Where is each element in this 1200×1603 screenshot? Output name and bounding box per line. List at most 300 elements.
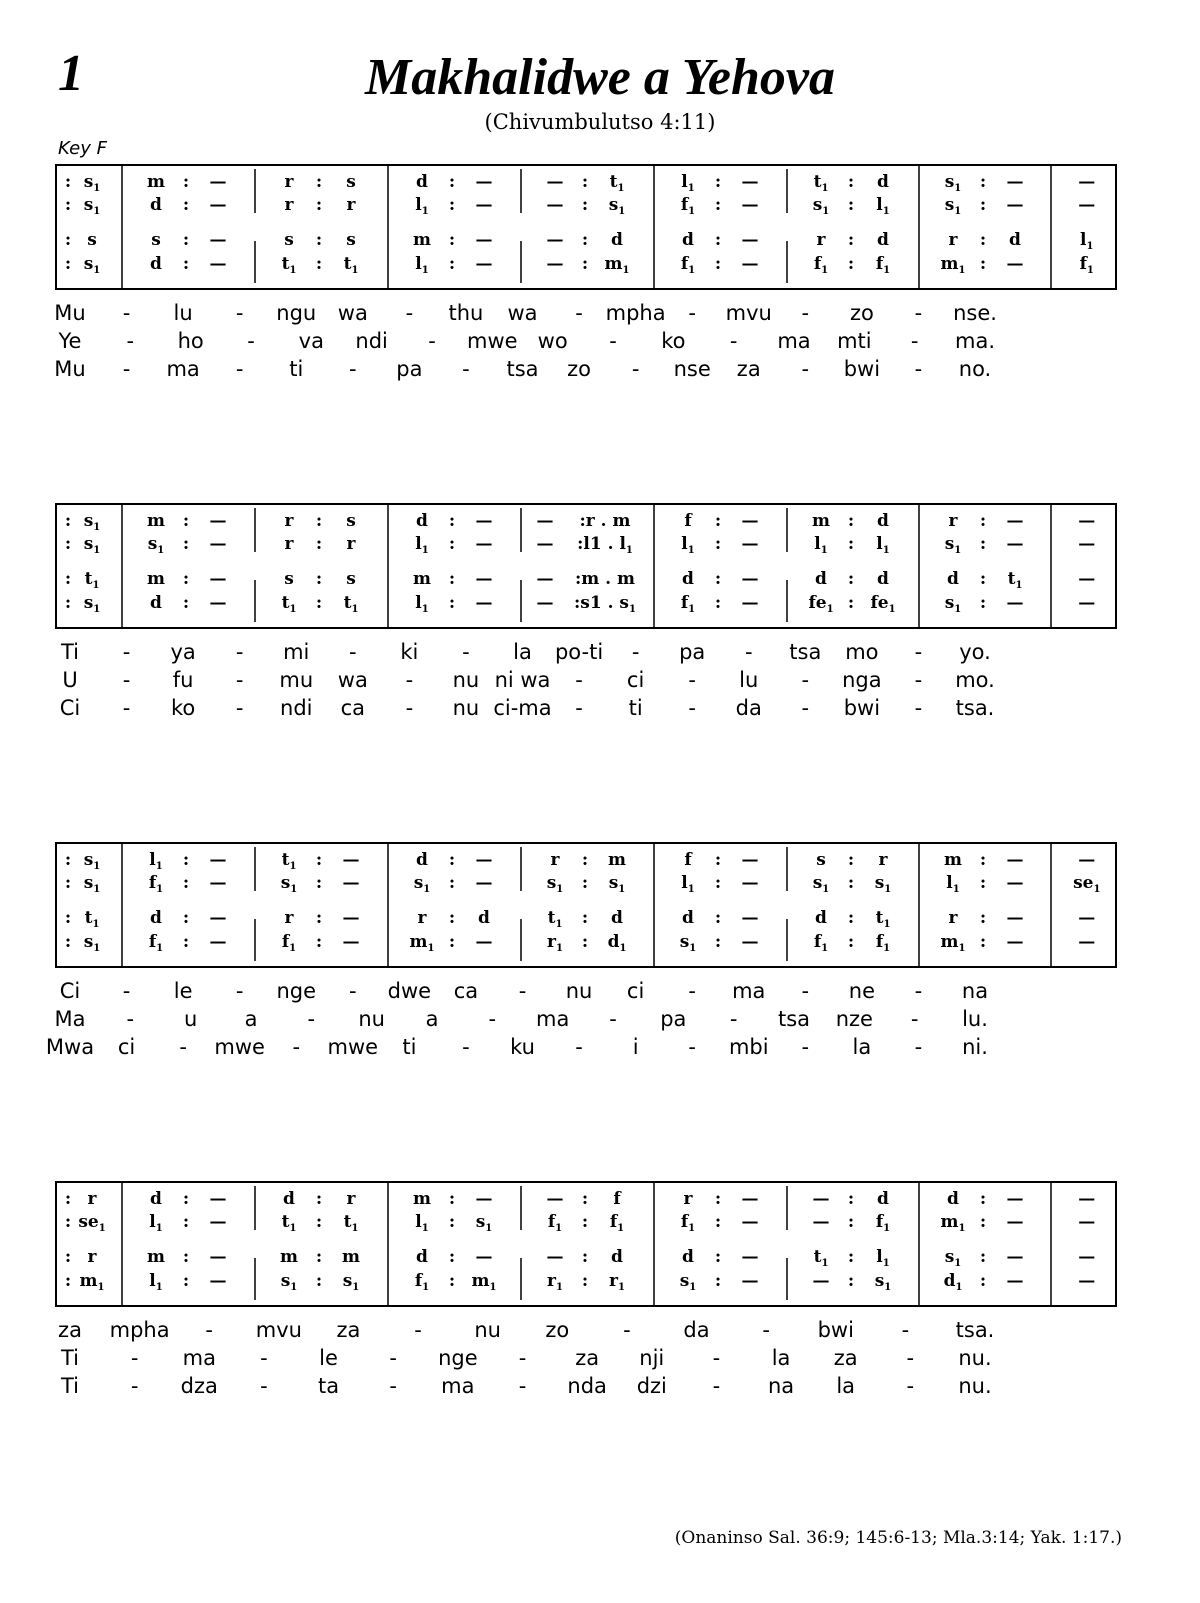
lyric-syllable: ci-ma bbox=[493, 696, 552, 720]
lyric-syllable: tsa. bbox=[955, 696, 995, 720]
lyric-syllable: - bbox=[688, 668, 696, 692]
note: — bbox=[209, 534, 227, 554]
lyric-syllable: - bbox=[631, 640, 640, 664]
lyric-syllable: - bbox=[801, 696, 810, 720]
note: r bbox=[346, 534, 356, 554]
score-system-2 bbox=[0, 502, 1200, 742]
lyric-syllable: ci bbox=[626, 979, 645, 1003]
note: $f_1$ bbox=[813, 932, 829, 954]
lyric-syllable: za bbox=[336, 1318, 361, 1342]
note: s bbox=[87, 230, 97, 250]
note: r bbox=[683, 1189, 693, 1209]
beat-colon: : bbox=[847, 230, 855, 250]
beat-colon: : bbox=[448, 1247, 456, 1267]
note: — bbox=[209, 172, 227, 192]
lyrics-block bbox=[0, 981, 1200, 1071]
beat-colon: : bbox=[714, 569, 722, 589]
lyric-syllable: ku bbox=[510, 1035, 535, 1059]
note: — bbox=[1078, 932, 1096, 952]
note: d bbox=[416, 172, 428, 192]
lyric-syllable: lu. bbox=[962, 1007, 988, 1031]
note: $t_1$ bbox=[1007, 569, 1023, 591]
note: s bbox=[346, 569, 356, 589]
note: r bbox=[346, 195, 356, 215]
lyric-syllable: la bbox=[513, 640, 532, 664]
note: r bbox=[87, 1247, 97, 1267]
note: — bbox=[209, 593, 227, 613]
note: — bbox=[741, 873, 759, 893]
lyric-syllable: da bbox=[735, 696, 762, 720]
note: $f_1$ bbox=[680, 195, 696, 217]
note: m bbox=[147, 172, 165, 192]
lyric-syllable: ndi bbox=[355, 329, 388, 353]
note: $l_1$ bbox=[149, 850, 163, 872]
lyric-syllable: ko bbox=[170, 696, 196, 720]
note: $s_1$ bbox=[83, 932, 101, 954]
note: d bbox=[611, 908, 623, 928]
lyric-syllable: mo bbox=[845, 640, 879, 664]
lyric-syllable: - bbox=[349, 979, 357, 1003]
note: $m_1$ bbox=[940, 1212, 966, 1234]
note: $f_1$ bbox=[281, 932, 297, 954]
beat-colon: : bbox=[979, 932, 987, 952]
note: $t_1$ bbox=[547, 908, 563, 930]
note: d bbox=[416, 511, 428, 531]
note: $s_1$ bbox=[874, 873, 892, 895]
key-signature: Key F bbox=[58, 138, 107, 159]
note: — bbox=[812, 1271, 830, 1291]
lyric-syllable: wa bbox=[337, 668, 368, 692]
note: $s_1$ bbox=[944, 1247, 962, 1269]
note: — bbox=[1078, 1271, 1096, 1291]
lyric-syllable: - bbox=[801, 301, 810, 325]
beat-colon: : bbox=[448, 932, 456, 952]
lyric-syllable: - bbox=[205, 1318, 214, 1342]
note: — bbox=[741, 254, 759, 274]
note: f bbox=[684, 850, 692, 870]
note: f bbox=[684, 511, 692, 531]
note: — bbox=[741, 850, 759, 870]
lyric-syllable: - bbox=[292, 1035, 301, 1059]
beat-colon: : bbox=[64, 511, 72, 531]
beat-colon: : bbox=[315, 172, 323, 192]
note: $t_1$ bbox=[343, 254, 359, 276]
note: — bbox=[475, 593, 493, 613]
lyric-syllable: pa bbox=[396, 357, 423, 381]
beat-colon: : bbox=[979, 254, 987, 274]
beat-colon: : bbox=[64, 569, 72, 589]
beat-colon: : bbox=[714, 1189, 722, 1209]
score-system-3 bbox=[0, 841, 1200, 1081]
beat-colon: : bbox=[315, 873, 323, 893]
beat-colon: : bbox=[581, 1247, 589, 1267]
note: — bbox=[741, 195, 759, 215]
lyric-syllable: wa bbox=[507, 301, 538, 325]
lyric-syllable: nze bbox=[835, 1007, 873, 1031]
lyric-syllable: - bbox=[130, 1374, 139, 1398]
note: — bbox=[741, 1212, 759, 1232]
lyric-syllable: - bbox=[389, 1374, 397, 1398]
note: $l_1$ bbox=[814, 534, 828, 556]
note: $r_1$ bbox=[609, 1271, 625, 1293]
note: — bbox=[1078, 850, 1096, 870]
note: m bbox=[413, 230, 431, 250]
lyric-syllable: ma bbox=[535, 1007, 570, 1031]
lyric-syllable: Mwa bbox=[45, 1035, 95, 1059]
note: d bbox=[877, 1189, 889, 1209]
beat-colon: : bbox=[64, 1189, 72, 1209]
beat-colon: : bbox=[64, 1247, 72, 1267]
beat-colon: : bbox=[979, 850, 987, 870]
lyric-syllable: nga bbox=[842, 668, 882, 692]
note: m bbox=[280, 1247, 298, 1267]
note: — bbox=[741, 1271, 759, 1291]
beat-colon: : bbox=[581, 850, 589, 870]
note: $m_1$ bbox=[79, 1271, 105, 1293]
note: r bbox=[87, 1189, 97, 1209]
note: m bbox=[147, 1247, 165, 1267]
beat-colon: : bbox=[979, 593, 987, 613]
note: — bbox=[546, 195, 564, 215]
beat-colon: : bbox=[182, 593, 190, 613]
beat-colon: : bbox=[182, 1189, 190, 1209]
lyric-syllable: za bbox=[58, 1318, 82, 1342]
lyric-syllable: lu bbox=[173, 301, 193, 325]
note: $s_1$ bbox=[280, 873, 298, 895]
note: $f_1$ bbox=[875, 254, 891, 276]
note: $se_1$ bbox=[78, 1212, 106, 1234]
lyric-syllable: ne bbox=[848, 979, 875, 1003]
lyric-syllable: - bbox=[744, 640, 753, 664]
note: — bbox=[209, 850, 227, 870]
beat-colon: : bbox=[64, 254, 72, 274]
note: — bbox=[546, 1189, 564, 1209]
note: — bbox=[536, 511, 554, 531]
lyric-syllable: - bbox=[688, 979, 696, 1003]
note: :m . m bbox=[574, 569, 636, 589]
note: r bbox=[284, 908, 294, 928]
beat-colon: : bbox=[714, 172, 722, 192]
note: — bbox=[475, 1189, 493, 1209]
note: $s_1$ bbox=[608, 873, 626, 895]
note: d bbox=[682, 908, 694, 928]
note: — bbox=[475, 932, 493, 952]
lyric-syllable: lu bbox=[739, 668, 759, 692]
lyric-syllable: - bbox=[126, 1007, 135, 1031]
note: s bbox=[346, 511, 356, 531]
lyric-syllable: - bbox=[122, 696, 131, 720]
lyric-syllable: mvu bbox=[725, 301, 772, 325]
lyric-syllable: thu bbox=[448, 301, 484, 325]
beat-colon: : bbox=[847, 908, 855, 928]
beat-colon: : bbox=[182, 932, 190, 952]
lyric-syllable: mpha bbox=[109, 1318, 170, 1342]
note: $fe_1$ bbox=[870, 593, 896, 615]
lyric-syllable: fu bbox=[172, 668, 194, 692]
lyric-syllable: - bbox=[914, 979, 923, 1003]
lyric-syllable: - bbox=[488, 1007, 497, 1031]
note: $s_1$ bbox=[83, 195, 101, 217]
lyric-syllable: - bbox=[235, 979, 244, 1003]
note: — bbox=[475, 172, 493, 192]
note: d bbox=[815, 569, 827, 589]
note: — bbox=[475, 1247, 493, 1267]
lyric-syllable: - bbox=[122, 301, 131, 325]
beat-colon: : bbox=[448, 1271, 456, 1291]
note: $t_1$ bbox=[875, 908, 891, 930]
note: d bbox=[611, 230, 623, 250]
note: r bbox=[284, 534, 294, 554]
beat-colon: : bbox=[714, 1247, 722, 1267]
hymn-subtitle: (Chivumbulutso 4:11) bbox=[484, 110, 716, 134]
note: — bbox=[741, 932, 759, 952]
beat-colon: : bbox=[182, 172, 190, 192]
note: :r . m bbox=[579, 511, 631, 531]
lyric-syllable: nge bbox=[438, 1346, 478, 1370]
beat-colon: : bbox=[182, 254, 190, 274]
lyric-syllable: nu bbox=[452, 696, 480, 720]
lyric-syllable: ndi bbox=[280, 696, 313, 720]
lyric-syllable: - bbox=[179, 1035, 187, 1059]
lyric-syllable: - bbox=[631, 357, 640, 381]
lyric-syllable: - bbox=[914, 640, 923, 664]
beat-colon: : bbox=[182, 850, 190, 870]
note: m bbox=[812, 511, 830, 531]
lyric-syllable: - bbox=[349, 357, 357, 381]
note: $l_1$ bbox=[1080, 230, 1094, 252]
lyric-syllable: tsa bbox=[789, 640, 822, 664]
note: d bbox=[478, 908, 490, 928]
beat-colon: : bbox=[847, 1247, 855, 1267]
note: $r_1$ bbox=[547, 1271, 563, 1293]
lyric-syllable: - bbox=[688, 1035, 696, 1059]
lyric-syllable: mti bbox=[837, 329, 872, 353]
lyric-syllable: - bbox=[405, 696, 414, 720]
note: — bbox=[342, 932, 360, 952]
beat-colon: : bbox=[979, 569, 987, 589]
lyric-syllable: mu bbox=[279, 668, 314, 692]
lyric-syllable: le bbox=[173, 979, 193, 1003]
note: — bbox=[1078, 195, 1096, 215]
note: — bbox=[1078, 534, 1096, 554]
note: d bbox=[416, 850, 428, 870]
note: $l_1$ bbox=[415, 534, 429, 556]
note: $s_1$ bbox=[280, 1271, 298, 1293]
note: d bbox=[815, 908, 827, 928]
note: $t_1$ bbox=[609, 172, 625, 194]
lyric-syllable: - bbox=[801, 979, 810, 1003]
notation-staff bbox=[0, 841, 1200, 971]
note: — bbox=[812, 1189, 830, 1209]
lyric-syllable: nu. bbox=[958, 1346, 992, 1370]
scripture-reference: (Onaninso Sal. 36:9; 145:6-13; Mla.3:14; Yak. 1:17.) bbox=[674, 1528, 1122, 1548]
beat-colon: : bbox=[182, 908, 190, 928]
lyric-syllable: - bbox=[518, 1374, 527, 1398]
beat-colon: : bbox=[847, 511, 855, 531]
note: d bbox=[150, 1189, 162, 1209]
note: $s_1$ bbox=[679, 1271, 697, 1293]
note: $f_1$ bbox=[680, 1212, 696, 1234]
note: d bbox=[150, 908, 162, 928]
beat-colon: : bbox=[847, 850, 855, 870]
beat-colon: : bbox=[714, 932, 722, 952]
note: $l_1$ bbox=[415, 1212, 429, 1234]
beat-colon: : bbox=[714, 1271, 722, 1291]
note: — bbox=[475, 850, 493, 870]
lyric-syllable: ma bbox=[166, 357, 200, 381]
note: — bbox=[1006, 254, 1024, 274]
lyric-syllable: - bbox=[609, 1007, 617, 1031]
lyric-syllable: ya bbox=[170, 640, 196, 664]
lyric-syllable: - bbox=[729, 1007, 738, 1031]
note: — bbox=[536, 534, 554, 554]
note: — bbox=[741, 230, 759, 250]
lyric-syllable: ni. bbox=[962, 1035, 988, 1059]
note: r bbox=[284, 172, 294, 192]
lyric-syllable: ta bbox=[318, 1374, 340, 1398]
beat-colon: : bbox=[64, 1212, 72, 1232]
note: m bbox=[413, 569, 431, 589]
notation-staff bbox=[0, 502, 1200, 632]
beat-colon: : bbox=[847, 593, 855, 613]
note: — bbox=[209, 932, 227, 952]
lyric-syllable: ki bbox=[400, 640, 419, 664]
note: $t_1$ bbox=[343, 1212, 359, 1234]
lyric-syllable: - bbox=[801, 357, 810, 381]
note: d bbox=[877, 569, 889, 589]
note: — bbox=[475, 254, 493, 274]
note: d bbox=[947, 1189, 959, 1209]
note: — bbox=[1006, 1212, 1024, 1232]
beat-colon: : bbox=[581, 195, 589, 215]
beat-colon: : bbox=[182, 1271, 190, 1291]
note: — bbox=[1078, 908, 1096, 928]
note: — bbox=[1078, 172, 1096, 192]
lyric-syllable: na bbox=[767, 1374, 795, 1398]
beat-colon: : bbox=[64, 850, 72, 870]
lyric-syllable: Mu bbox=[54, 357, 86, 381]
lyric-syllable: da bbox=[683, 1318, 710, 1342]
lyric-syllable: ca bbox=[340, 696, 366, 720]
lyric-syllable: - bbox=[575, 696, 583, 720]
note: — bbox=[209, 873, 227, 893]
note: — bbox=[1006, 908, 1024, 928]
lyric-syllable: a bbox=[244, 1007, 258, 1031]
note: $f_1$ bbox=[1079, 254, 1094, 276]
note: $l_1$ bbox=[876, 1247, 890, 1269]
note: — bbox=[536, 593, 554, 613]
beat-colon: : bbox=[979, 230, 987, 250]
note: $s_1$ bbox=[83, 850, 101, 872]
beat-colon: : bbox=[448, 230, 456, 250]
beat-colon: : bbox=[448, 593, 456, 613]
note: $s_1$ bbox=[812, 195, 830, 217]
lyric-syllable: no. bbox=[958, 357, 992, 381]
score-system-4 bbox=[0, 1180, 1200, 1420]
note: r bbox=[284, 511, 294, 531]
note: $r_1$ bbox=[547, 932, 563, 954]
lyric-syllable: - bbox=[122, 979, 131, 1003]
beat-colon: : bbox=[979, 1271, 987, 1291]
note: r bbox=[346, 1189, 356, 1209]
note: d bbox=[150, 254, 162, 274]
note: — bbox=[1006, 195, 1024, 215]
beat-colon: : bbox=[448, 1212, 456, 1232]
note: d bbox=[682, 1247, 694, 1267]
lyric-syllable: zo bbox=[567, 357, 591, 381]
note: d bbox=[877, 511, 889, 531]
lyric-syllable: - bbox=[914, 357, 923, 381]
beat-colon: : bbox=[64, 534, 72, 554]
lyric-syllable: nu bbox=[358, 1007, 385, 1031]
lyric-syllable: ma bbox=[777, 329, 811, 353]
note: m bbox=[342, 1247, 360, 1267]
note: $s_1$ bbox=[944, 534, 962, 556]
lyric-syllable: - bbox=[307, 1007, 316, 1031]
lyric-syllable: ngu bbox=[276, 301, 317, 325]
lyric-syllable: la bbox=[836, 1374, 856, 1398]
note: $d_1$ bbox=[607, 932, 627, 954]
lyric-syllable: ma. bbox=[954, 329, 996, 353]
lyric-syllable: Ye bbox=[58, 329, 82, 353]
beat-colon: : bbox=[847, 569, 855, 589]
note: $l_1$ bbox=[415, 195, 429, 217]
beat-colon: : bbox=[448, 511, 456, 531]
beat-colon: : bbox=[315, 511, 323, 531]
beat-colon: : bbox=[315, 569, 323, 589]
note: $m_1$ bbox=[940, 254, 966, 276]
note: d bbox=[947, 569, 959, 589]
beat-colon: : bbox=[714, 511, 722, 531]
note: — bbox=[741, 534, 759, 554]
note: — bbox=[209, 195, 227, 215]
note: $l_1$ bbox=[876, 195, 890, 217]
lyric-syllable: - bbox=[414, 1318, 422, 1342]
note: $fe_1$ bbox=[808, 593, 834, 615]
note: — bbox=[741, 1189, 759, 1209]
beat-colon: : bbox=[979, 511, 987, 531]
beat-colon: : bbox=[315, 1271, 323, 1291]
beat-colon: : bbox=[847, 195, 855, 215]
lyric-syllable: bwi bbox=[843, 696, 881, 720]
beat-colon: : bbox=[714, 534, 722, 554]
lyric-syllable: Ci bbox=[59, 979, 81, 1003]
note: $f_1$ bbox=[813, 254, 829, 276]
note: — bbox=[209, 908, 227, 928]
notation-staff bbox=[0, 1180, 1200, 1310]
lyric-syllable: - bbox=[762, 1318, 770, 1342]
note: $t_1$ bbox=[281, 254, 297, 276]
note: $f_1$ bbox=[547, 1212, 563, 1234]
lyric-syllable: - bbox=[260, 1346, 268, 1370]
lyric-syllable: dza bbox=[180, 1374, 218, 1398]
note: $t_1$ bbox=[281, 593, 297, 615]
note: — bbox=[1078, 593, 1096, 613]
note: $s_1$ bbox=[83, 172, 101, 194]
beat-colon: : bbox=[847, 1212, 855, 1232]
beat-colon: : bbox=[581, 908, 589, 928]
note: $l_1$ bbox=[876, 534, 890, 556]
lyric-syllable: - bbox=[688, 301, 696, 325]
beat-colon: : bbox=[448, 254, 456, 274]
note: $s_1$ bbox=[83, 511, 101, 533]
beat-colon: : bbox=[315, 932, 323, 952]
lyric-syllable: - bbox=[428, 329, 436, 353]
lyric-syllable: ko bbox=[661, 329, 686, 353]
lyric-syllable: Mu bbox=[54, 301, 86, 325]
beat-colon: : bbox=[448, 569, 456, 589]
note: — bbox=[475, 195, 493, 215]
